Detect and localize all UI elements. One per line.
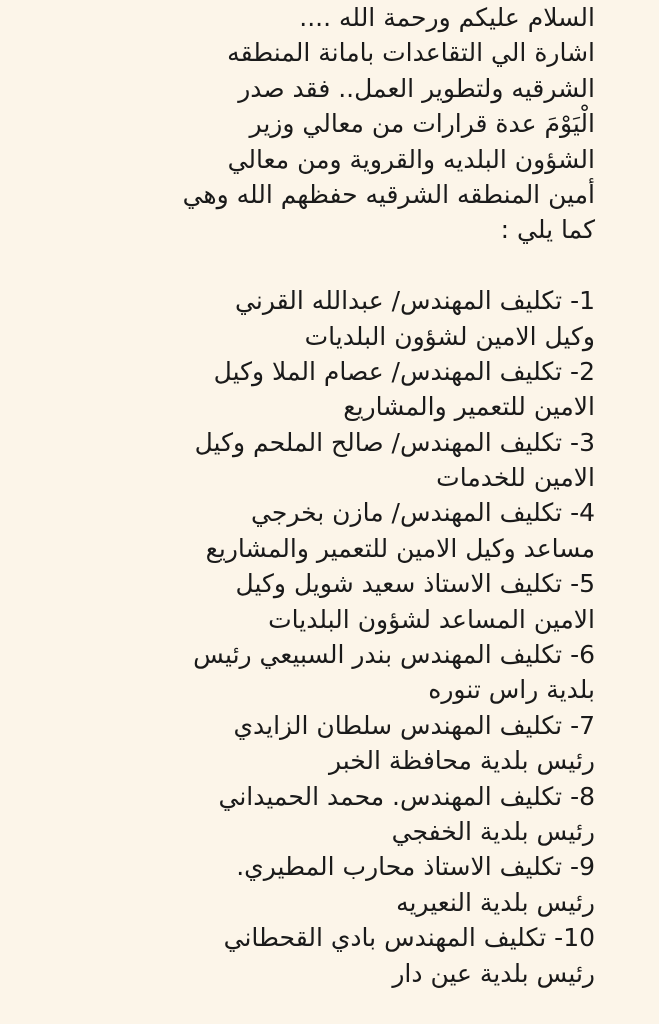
- item-line: رئيس بلدية النعيريه: [396, 887, 595, 917]
- item-line: 2- تكليف المهندس/ عصام الملا وكيل: [213, 356, 595, 386]
- intro-line: اشارة الي التقاعدات بامانة المنطقه: [227, 38, 595, 68]
- item-line: رئيس بلدية محافظة الخبر: [328, 746, 595, 776]
- intro-line: كما يلي :: [500, 215, 595, 245]
- intro-line: الْيَوْمَ عدة قرارات من معالي وزير: [249, 109, 595, 139]
- item-line: 8- تكليف المهندس. محمد الحميداني: [218, 781, 595, 811]
- item-line: الامين للخدمات: [436, 463, 595, 493]
- item-line: الامين المساعد لشؤون البلديات: [268, 604, 595, 634]
- blank-line: [175, 248, 595, 283]
- item-line: الامين للتعمير والمشاريع: [343, 392, 595, 422]
- item-line: 4- تكليف المهندس/ مازن بخرجي: [251, 498, 595, 528]
- item-line: مساعد وكيل الامين للتعمير والمشاريع: [205, 533, 595, 563]
- item-line: 10- تكليف المهندس بادي القحطاني: [223, 923, 595, 953]
- item-line: 5- تكليف الاستاذ سعيد شويل وكيل: [235, 569, 595, 599]
- item-line: 1- تكليف المهندس/ عبدالله القرني: [235, 286, 595, 316]
- message-text: [175, 0, 595, 991]
- item-line: 7- تكليف المهندس سلطان الزايدي: [233, 710, 595, 740]
- item-line: وكيل الامين لشؤون البلديات: [304, 321, 595, 351]
- item-line: 9- تكليف الاستاذ محارب المطيري.: [236, 852, 595, 882]
- item-line: رئيس بلدية الخفجي: [391, 816, 595, 846]
- intro-line: الشؤون البلديه والقروية ومن معالي: [227, 144, 595, 174]
- item-line: بلدية راس تنوره: [428, 675, 595, 705]
- intro-line: الشرقيه ولتطوير العمل.. فقد صدر: [238, 73, 595, 103]
- intro-line: أمين المنطقه الشرقيه حفظهم الله وهي: [182, 179, 595, 209]
- item-line: 6- تكليف المهندس بندر السبيعي رئيس: [193, 640, 595, 670]
- item-line: 3- تكليف المهندس/ صالح الملحم وكيل: [194, 427, 595, 457]
- item-line: رئيس بلدية عين دار: [392, 958, 595, 988]
- intro-line: السلام عليكم ورحمة الله ....: [299, 3, 595, 32]
